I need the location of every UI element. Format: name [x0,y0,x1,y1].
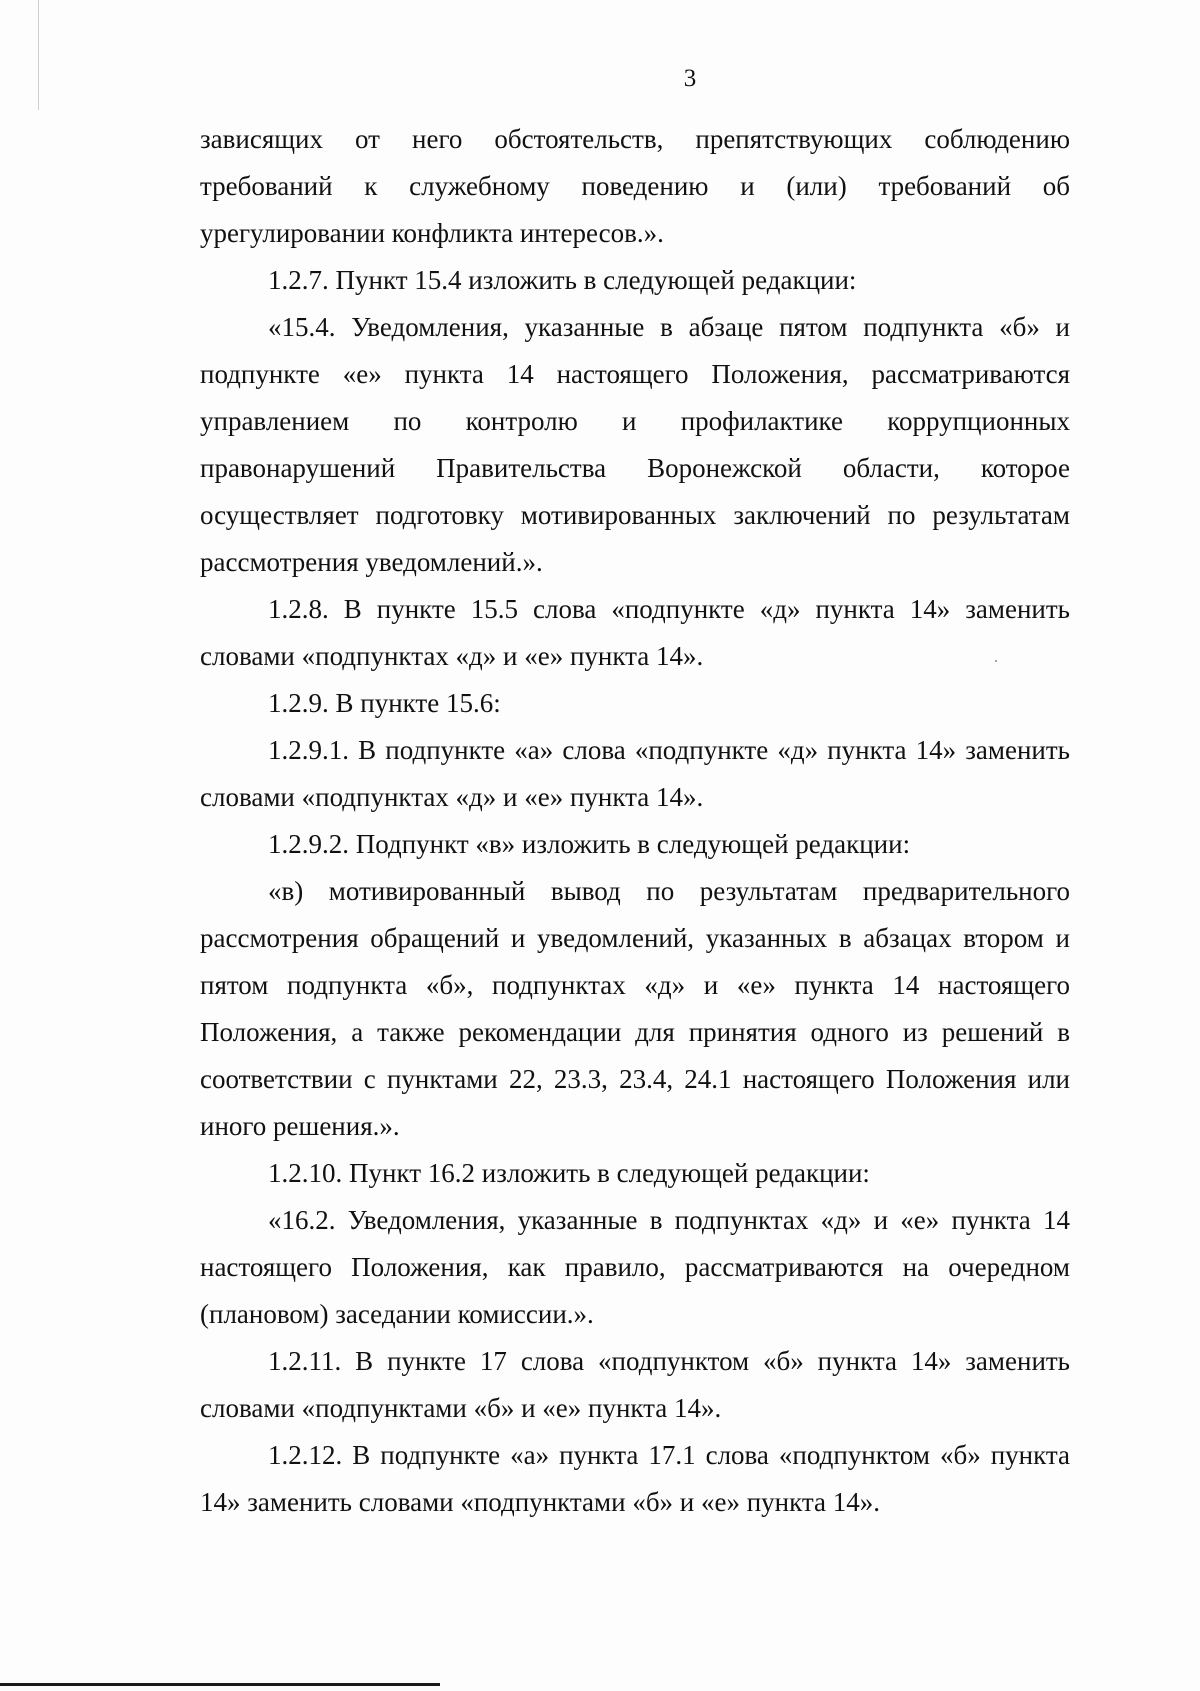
page-number: 3 [683,65,697,92]
paragraph-1-2-9: 1.2.9. В пункте 15.6: [268,688,501,718]
paragraph-continuation: зависящих от него обстоятельств, препятствующих соблюдению требований к служебному поведению и (или) требований об урегулировании конфликта интересов.». [200,124,1070,248]
paragraph-1-2-11: 1.2.11. В пункте 17 слова «подпунктом «б» пункта 14» заменить словами «подпунктами «б» и «е» пункта 14». [200,1346,1070,1423]
paragraph-1-2-9-2: 1.2.9.2. Подпункт «в» изложить в следующей редакции: [268,829,911,859]
paragraph-15-4-quote: «15.4. Уведомления, указанные в абзаце пятом подпункта «б» и подпункте «е» пункта 14 настоящего Положения, рассматриваются управлением по контролю и профилактике коррупционных правонарушений Правительства Воронежской области, которое осуществляет подготовку мотивированных заключений по результатам рассмотрения уведомлений.». [200,312,1070,577]
paragraph-1-2-9-1: 1.2.9.1. В подпункте «а» слова «подпункте «д» пункта 14» заменить словами «подпунктах «д» и «е» пункта 14». [200,735,1070,812]
paragraph-16-2-quote: «16.2. Уведомления, указанные в подпунктах «д» и «е» пункта 14 настоящего Положения, как правило, рассматриваются на очередном (плановом) заседании комиссии.». [200,1205,1070,1329]
paragraph-1-2-8: 1.2.8. В пункте 15.5 слова «подпункте «д» пункта 14» заменить словами «подпунктах «д» и «е» пункта 14». [200,594,1070,671]
paragraph-1-2-7: 1.2.7. Пункт 15.4 изложить в следующей редакции: [268,265,857,295]
footer-rule [0,1683,440,1686]
paragraph-subitem-v-quote: «в) мотивированный вывод по результатам предварительного рассмотрения обращений и уведомлений, указанных в абзацах втором и пятом подпункта «б», подпунктах «д» и «е» пункта 14 настоящего Положения, а также рекомендации для принятия одного из решений в соответствии с пунктами 22, 23.3, 23.4, 24.1 настоящего Положения или иного решения.». [200,876,1070,1141]
paragraph-1-2-10: 1.2.10. Пункт 16.2 изложить в следующей редакции: [268,1158,870,1188]
paragraph-1-2-12: 1.2.12. В подпункте «а» пункта 17.1 слова «подпунктом «б» пункта 14» заменить словами «подпунктами «б» и «е» пункта 14». [200,1440,1070,1517]
scan-speck [995,660,997,662]
document-body [200,116,1070,1526]
